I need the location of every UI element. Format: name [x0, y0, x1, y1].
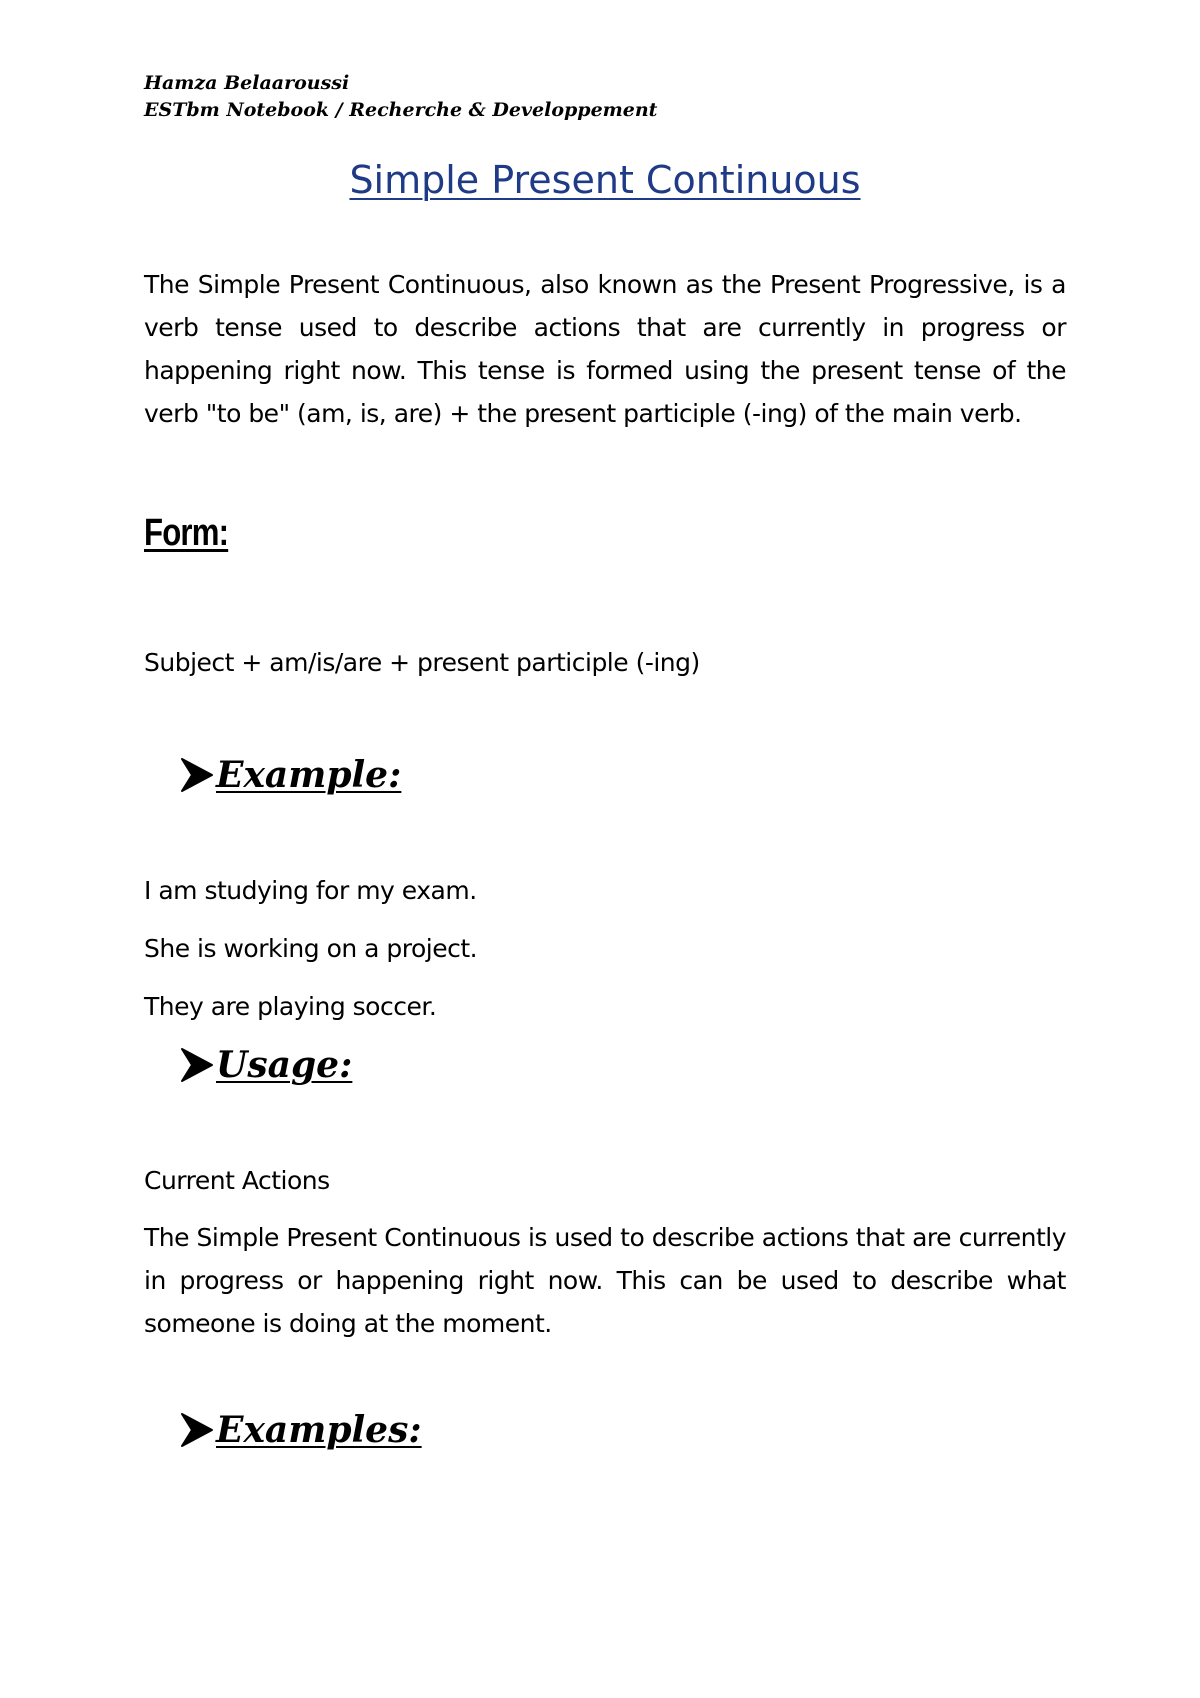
examples-heading-label: Examples: [216, 1409, 422, 1451]
examples-heading [180, 1407, 1066, 1453]
example-item: I am studying for my exam. [144, 876, 477, 905]
page-content [144, 70, 1066, 1453]
example-item: They are playing soccer. [144, 992, 437, 1021]
intro-paragraph: The Simple Present Continuous, also known as the Present Progressive, is a verb tense used to describe actions that are currently in progress or happening right now. This tense is formed using the present tense of the verb "to be" (am, is, are) + the present participle (-ing) of the main verb. [144, 270, 1066, 428]
author-affiliation: ESTbm Notebook / Recherche & Developpement [144, 99, 658, 121]
usage-subheading: Current Actions [144, 1166, 330, 1195]
arrowhead-bullet-icon [180, 757, 214, 793]
arrowhead-bullet-icon [180, 1412, 214, 1448]
form-formula: Subject + am/is/are + present participle (-ing) [144, 648, 700, 677]
example-item: She is working on a project. [144, 934, 478, 963]
form-heading: Form: [144, 512, 229, 554]
document-title-text: Simple Present Continuous [349, 158, 861, 202]
document-title [144, 157, 1066, 203]
arrowhead-bullet-icon [180, 1047, 214, 1083]
example-heading [180, 752, 1066, 798]
usage-description: The Simple Present Continuous is used to describe actions that are currently in progress or happening right now. This can be used to describe what someone is doing at the moment. [144, 1223, 1066, 1338]
example-list [144, 874, 1066, 1024]
usage-heading [180, 1042, 1066, 1088]
example-heading-label: Example: [216, 754, 402, 796]
author-header [144, 70, 1066, 124]
author-name: Hamza Belaaroussi [144, 72, 350, 94]
usage-heading-label: Usage: [216, 1044, 353, 1086]
